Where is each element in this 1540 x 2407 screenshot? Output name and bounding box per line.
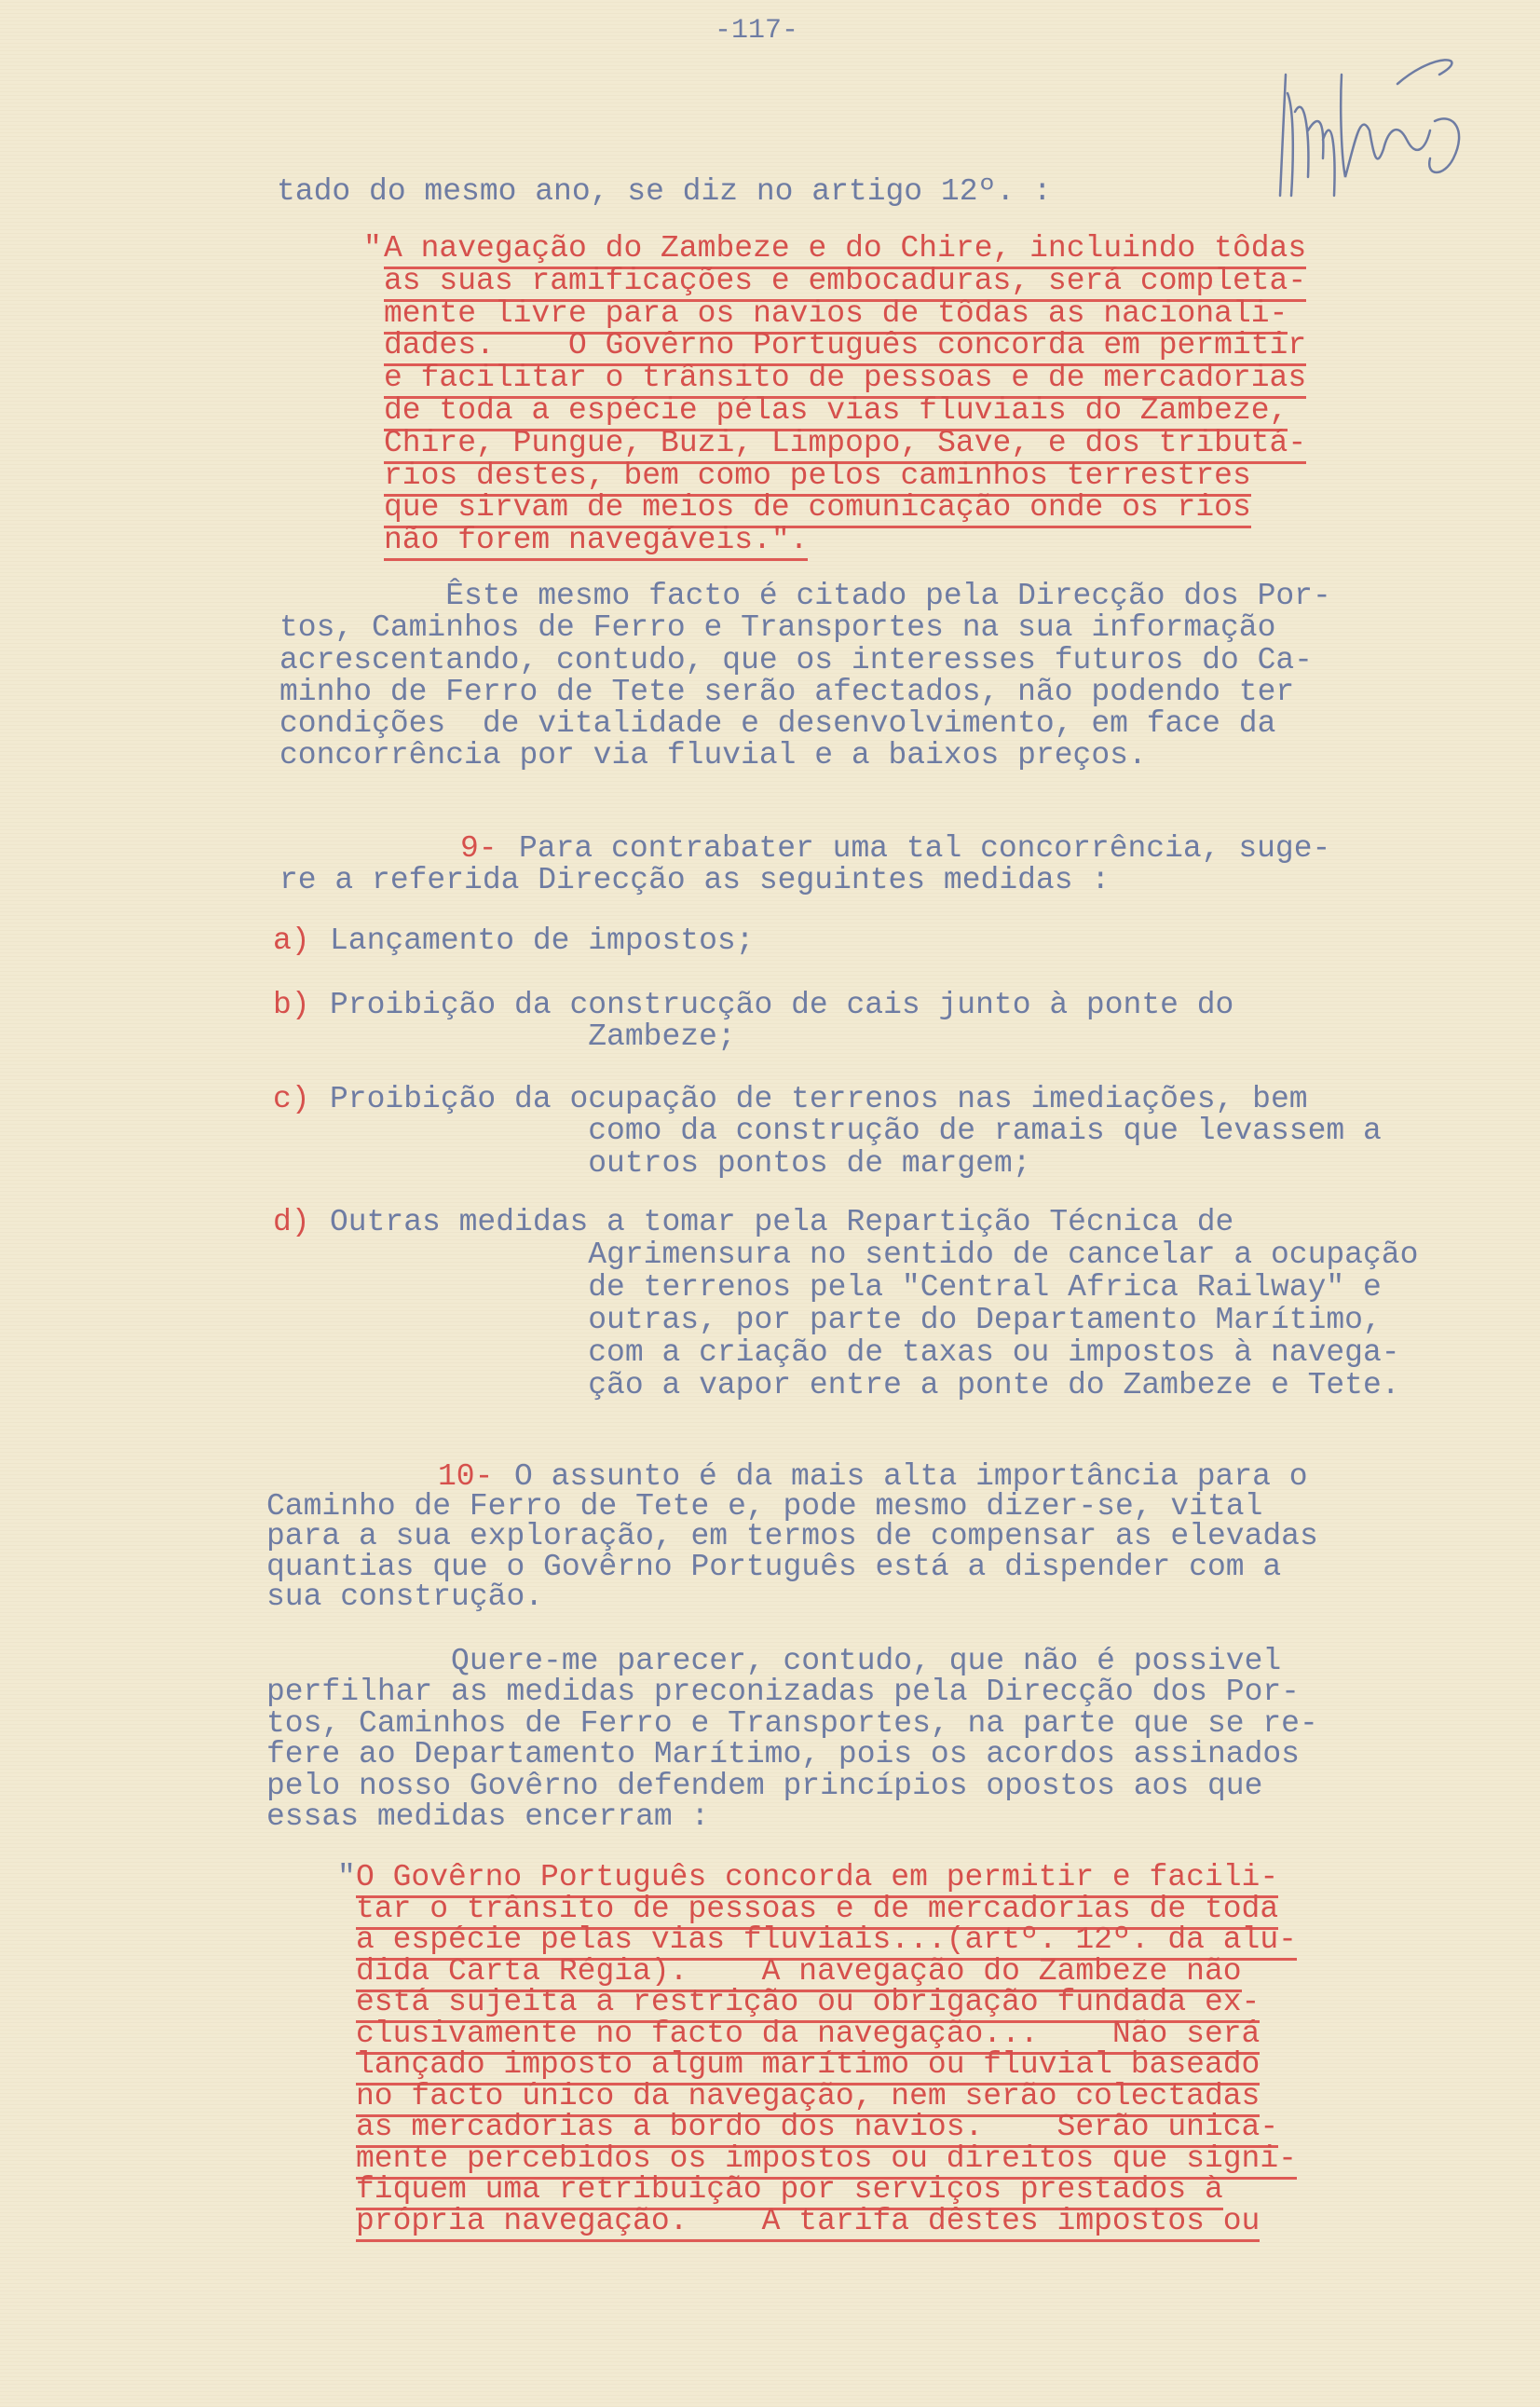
measure-c: [330, 1084, 1382, 1180]
text-line-content: A navegação do Zambeze e do Chire, incluindo tôdas: [384, 231, 1306, 269]
text-line-content: Agrimensura no sentido de cancelar a ocupação: [330, 1238, 1419, 1272]
text-line: [266, 1646, 1318, 1676]
text-line-content: Lançamento de impostos;: [330, 923, 755, 958]
quote-carta-regia: [356, 1862, 1297, 2236]
text-line: [330, 1207, 1418, 1239]
text-line: [356, 2140, 1297, 2176]
text-line-content: ção a vapor entre a ponte do Zambeze e Tete.: [330, 1368, 1400, 1402]
text-line-content: concorrência por via fluvial e a baixos preços.: [279, 738, 1147, 773]
text-line: [356, 1987, 1297, 2018]
text-line-content: de toda a espécie pélas vias fluviais do Zambeze,: [384, 393, 1288, 431]
text-line-content: Êste mesmo facto é citado pela Direcção dos Por-: [279, 579, 1331, 613]
text-line: [356, 2049, 1297, 2081]
text-line-content: dida Carta Régia). A navegação do Zambeze não: [356, 1954, 1242, 1992]
text-line-content: outras, por parte do Departamento Marítimo,: [330, 1303, 1382, 1337]
text-line: [266, 1675, 1318, 1710]
text-line: [356, 2018, 1297, 2050]
text-line: [384, 525, 1306, 557]
text-line: [266, 1489, 1318, 1525]
text-line-content: não forem navegáveis.".: [384, 523, 808, 561]
measure-d: [330, 1207, 1418, 1402]
text-line-content: outros pontos de margem;: [330, 1145, 1031, 1181]
text-line: [356, 1953, 1297, 1989]
text-line: [356, 2203, 1297, 2238]
text-line-content: essas medidas encerram :: [266, 1798, 710, 1834]
paragraph-9: [279, 833, 1330, 897]
measure-label-b: b): [273, 988, 310, 1022]
text-line: [356, 2078, 1297, 2113]
text-line-content: Caminho de Ferro de Tete e, pode mesmo dizer-se, vital: [266, 1489, 1263, 1525]
text-line: [266, 1768, 1318, 1803]
text-line: [279, 740, 1331, 772]
text-line-content: clusivamente no facto da navegação... Não será: [356, 2017, 1260, 2055]
text-line: [279, 642, 1331, 677]
measure-label-d: d): [273, 1205, 310, 1239]
text-line: [356, 1862, 1297, 1894]
page-number: -117-: [715, 15, 799, 47]
text-line-content: fere ao Departamento Marítimo, pois os acordos assinados: [266, 1737, 1300, 1772]
text-line-content: lançado imposto algum marítimo ou fluvial baseado: [356, 2047, 1260, 2086]
text-line: [356, 2174, 1297, 2206]
text-line-content: tos, Caminhos de Ferro e Transportes, na parte que se re-: [266, 1705, 1318, 1741]
text-line: [277, 176, 1052, 208]
text-line-content: dades. O Govêrno Português concorda em permitir: [384, 328, 1306, 366]
text-line-content: Para contrabater uma tal concorrência, suge-: [519, 831, 1331, 866]
text-line: [519, 833, 1330, 865]
measure-b: [330, 990, 1233, 1054]
text-line: [266, 1549, 1318, 1584]
text-line-content: O assunto é da mais alta importância para o: [514, 1459, 1308, 1494]
text-line: [279, 674, 1331, 709]
text-line: [330, 1115, 1382, 1147]
text-line-content: Proibição da construcção de cais junto à ponte do: [330, 988, 1234, 1022]
measure-label-c: c): [273, 1082, 310, 1116]
text-line-content: Chire, Pungue, Buzi, Limpopo, Save, e dos tributá-: [384, 426, 1306, 464]
text-line: [384, 330, 1306, 362]
text-line: [266, 1705, 1318, 1741]
text-line: [356, 2112, 1297, 2143]
text-line: [330, 925, 754, 957]
text-line: [384, 233, 1306, 266]
paragraph-este: [279, 581, 1331, 773]
text-line-content: está sujeita a restrição ou obrigação fundada ex-: [356, 1985, 1260, 2023]
quote-open-mark: ": [337, 1860, 356, 1894]
text-line-content: mente percebidos os impostos ou direitos que signi-: [356, 2141, 1297, 2180]
text-line: [279, 581, 1331, 612]
text-line-content: perfilhar as medidas preconizadas pela Direcção dos Por-: [266, 1675, 1300, 1710]
text-line: [356, 1924, 1297, 1956]
text-line: [384, 425, 1307, 460]
text-line-content: mente livre para os navios de tôdas as nacionali-: [384, 296, 1288, 335]
text-line: [330, 1370, 1418, 1402]
text-line-content: as mercadorias a bordo dos navios. Serão unica-: [356, 2110, 1278, 2148]
text-line: [279, 708, 1331, 740]
text-line-content: com a criação de taxas ou impostos à navega-: [330, 1335, 1400, 1370]
text-line-content: sua construção.: [266, 1579, 544, 1614]
text-line-content: para a sua exploração, em termos de compensar as elevadas: [266, 1519, 1318, 1554]
text-line-content: O Govêrno Português concorda em permitir e facili-: [356, 1860, 1278, 1898]
text-line: [356, 1891, 1297, 1926]
text-line-content: acrescentando, contudo, que os interesses futuros do Ca-: [279, 642, 1313, 677]
text-line: [266, 1519, 1318, 1554]
text-line-content: quantias que o Govêrno Português está a dispender com a: [266, 1549, 1282, 1584]
quote-open-mark: ": [363, 231, 382, 266]
text-line-content: minho de Ferro de Tete serão afectados, não podendo ter: [279, 674, 1295, 709]
paragraph-quere-me: [266, 1646, 1318, 1832]
text-line-content: Zambeze;: [330, 1019, 736, 1055]
text-line-content: Proibição da ocupação de terrenos nas imediações, bem: [330, 1082, 1308, 1116]
text-line: [266, 1798, 1318, 1834]
text-line-content: a espécie pelas vias fluviais...(artº. 12º. da alu-: [356, 1922, 1297, 1961]
text-line-content: pelo nosso Govêrno defendem princípios opostos aos que: [266, 1768, 1263, 1803]
text-line: [330, 1272, 1418, 1305]
paragraph-number-10: 10-: [438, 1459, 494, 1494]
text-line-content: tar o trânsito de pessoas e de mercadorias de toda: [356, 1892, 1278, 1930]
text-line: [330, 1084, 1382, 1115]
text-line-content: Outras medidas a tomar pela Repartição Técnica de: [330, 1205, 1234, 1239]
text-line-content: tado do mesmo ano, se diz no artigo 12º. :: [277, 174, 1052, 209]
text-line: [330, 1305, 1418, 1337]
intro-line: [277, 176, 1052, 208]
text-line: [384, 263, 1307, 298]
text-line: [330, 990, 1233, 1021]
text-line: [330, 1239, 1418, 1272]
text-line: [279, 865, 1330, 896]
text-line: [279, 612, 1331, 644]
paragraph-number-9: 9-: [460, 831, 497, 866]
text-line: [384, 392, 1306, 428]
text-line-content: condições de vitalidade e desenvolvimento, em face da: [279, 706, 1276, 742]
text-line: [514, 1459, 1318, 1494]
text-line-content: própria navegação. A tarifa dêstes impostos ou: [356, 2204, 1260, 2242]
text-line: [330, 1145, 1382, 1181]
text-line-content: e facilitar o trânsito de pessoas e de mercadorias: [384, 361, 1306, 399]
text-line: [266, 1579, 1318, 1614]
paragraph-10: [266, 1459, 1318, 1614]
text-line-content: no facto único da navegação, nem serão colectadas: [356, 2079, 1260, 2117]
text-line: [384, 492, 1306, 525]
text-line-content: que sirvam de meios de comunicação onde os rios: [384, 490, 1251, 528]
text-line: [384, 295, 1306, 331]
text-line-content: re a referida Direcção as seguintes medidas :: [279, 863, 1111, 898]
text-line: [330, 1021, 1233, 1053]
text-line: [330, 1337, 1418, 1370]
measure-a: [330, 925, 754, 957]
text-line-content: de terrenos pela "Central Africa Railway" e: [330, 1270, 1382, 1305]
measure-label-a: a): [273, 923, 310, 958]
text-line: [384, 460, 1306, 493]
handwritten-signature: [1267, 56, 1491, 205]
quote-treaty-article-12: [384, 233, 1306, 557]
text-line-content: rios destes, bem como pelos caminhos terrestres: [384, 458, 1251, 497]
text-line: [384, 362, 1306, 395]
text-line-content: tos, Caminhos de Ferro e Transportes na sua informação: [279, 610, 1276, 646]
text-line-content: como da construção de ramais que levassem a: [330, 1114, 1382, 1149]
text-line-content: Quere-me parecer, contudo, que não é possivel: [266, 1644, 1282, 1678]
text-line-content: as suas ramificações e embocaduras, será completa-: [384, 264, 1306, 302]
text-line-content: fiquem uma retribuição por serviços prestados à: [356, 2172, 1223, 2210]
text-line: [266, 1739, 1318, 1770]
